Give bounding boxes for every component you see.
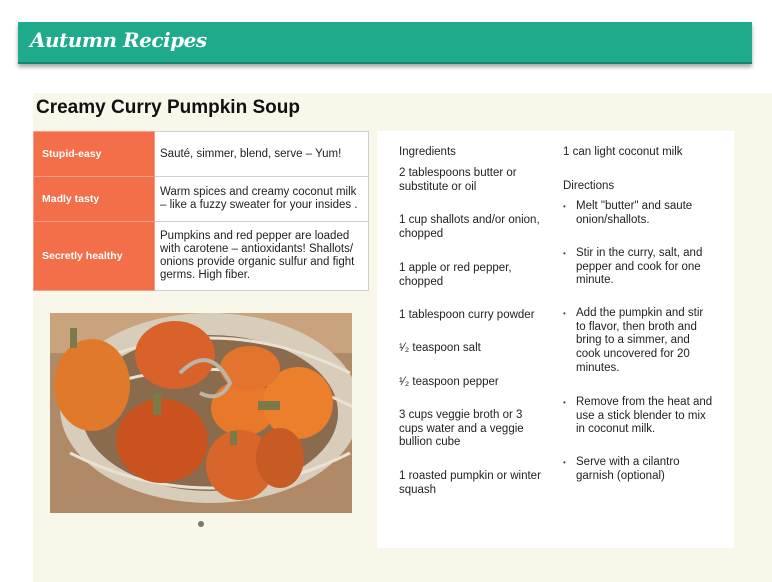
- ingredient-item: 1 cup shallots and/or onion, chopped: [399, 214, 540, 240]
- ingredient-item: 3 cups veggie broth or 3 cups water and a veggie bullion cube: [399, 409, 524, 449]
- ingredient-item: 2 tablespoons butter or substitute or oil: [399, 167, 517, 193]
- benefits-table: [33, 131, 369, 291]
- direction-step: • Add the pumpkin and stir to flavor, then broth and bring to a simmer, and cook uncovered for 20 minutes.: [563, 307, 711, 376]
- benefit-label: Stupid-easy: [34, 132, 155, 177]
- table-row: [34, 132, 369, 177]
- benefit-label: Secretly healthy: [34, 222, 155, 291]
- header-banner: [18, 22, 752, 64]
- ingredient-item: ¹⁄₂ teaspoon salt: [399, 342, 481, 354]
- photo-anchor-dot: [198, 521, 204, 527]
- ingredient-item: ¹⁄₂ teaspoon pepper: [399, 376, 499, 388]
- directions-heading: Directions: [563, 180, 615, 192]
- direction-step: • Serve with a cilantro garnish (optional): [563, 456, 711, 483]
- recipe-title: Creamy Curry Pumpkin Soup: [36, 97, 300, 118]
- direction-step: • Melt "butter" and saute onion/shallots.: [563, 200, 711, 227]
- benefit-text: Warm spices and creamy coconut milk – like a fuzzy sweater for your insides .: [155, 177, 369, 222]
- table-row: [34, 222, 369, 291]
- recipe-card: [377, 131, 734, 548]
- ingredients-heading: Ingredients: [399, 146, 456, 158]
- ingredient-item: 1 tablespoon curry powder: [399, 309, 535, 321]
- ingredient-item: 1 roasted pumpkin or winter squash: [399, 470, 541, 496]
- direction-step: • Stir in the curry, salt, and pepper and cook for one minute.: [563, 247, 711, 288]
- direction-step: • Remove from the heat and use a stick blender to mix in coconut milk.: [563, 396, 716, 437]
- pumpkin-basket-image: [50, 313, 352, 513]
- ingredient-item: 1 can light coconut milk: [563, 146, 683, 158]
- pumpkin-photo: [50, 313, 352, 513]
- table-row: [34, 177, 369, 222]
- app-title: Autumn Recipes: [30, 28, 207, 52]
- ingredient-item: 1 apple or red pepper, chopped: [399, 262, 512, 288]
- benefit-text: Pumpkins and red pepper are loaded with carotene – antioxidants! Shallots/ onions provide organic sulfur and fight germs. High fiber.: [155, 222, 369, 291]
- benefit-label: Madly tasty: [34, 177, 155, 222]
- benefit-text: Sauté, simmer, blend, serve – Yum!: [155, 132, 369, 177]
